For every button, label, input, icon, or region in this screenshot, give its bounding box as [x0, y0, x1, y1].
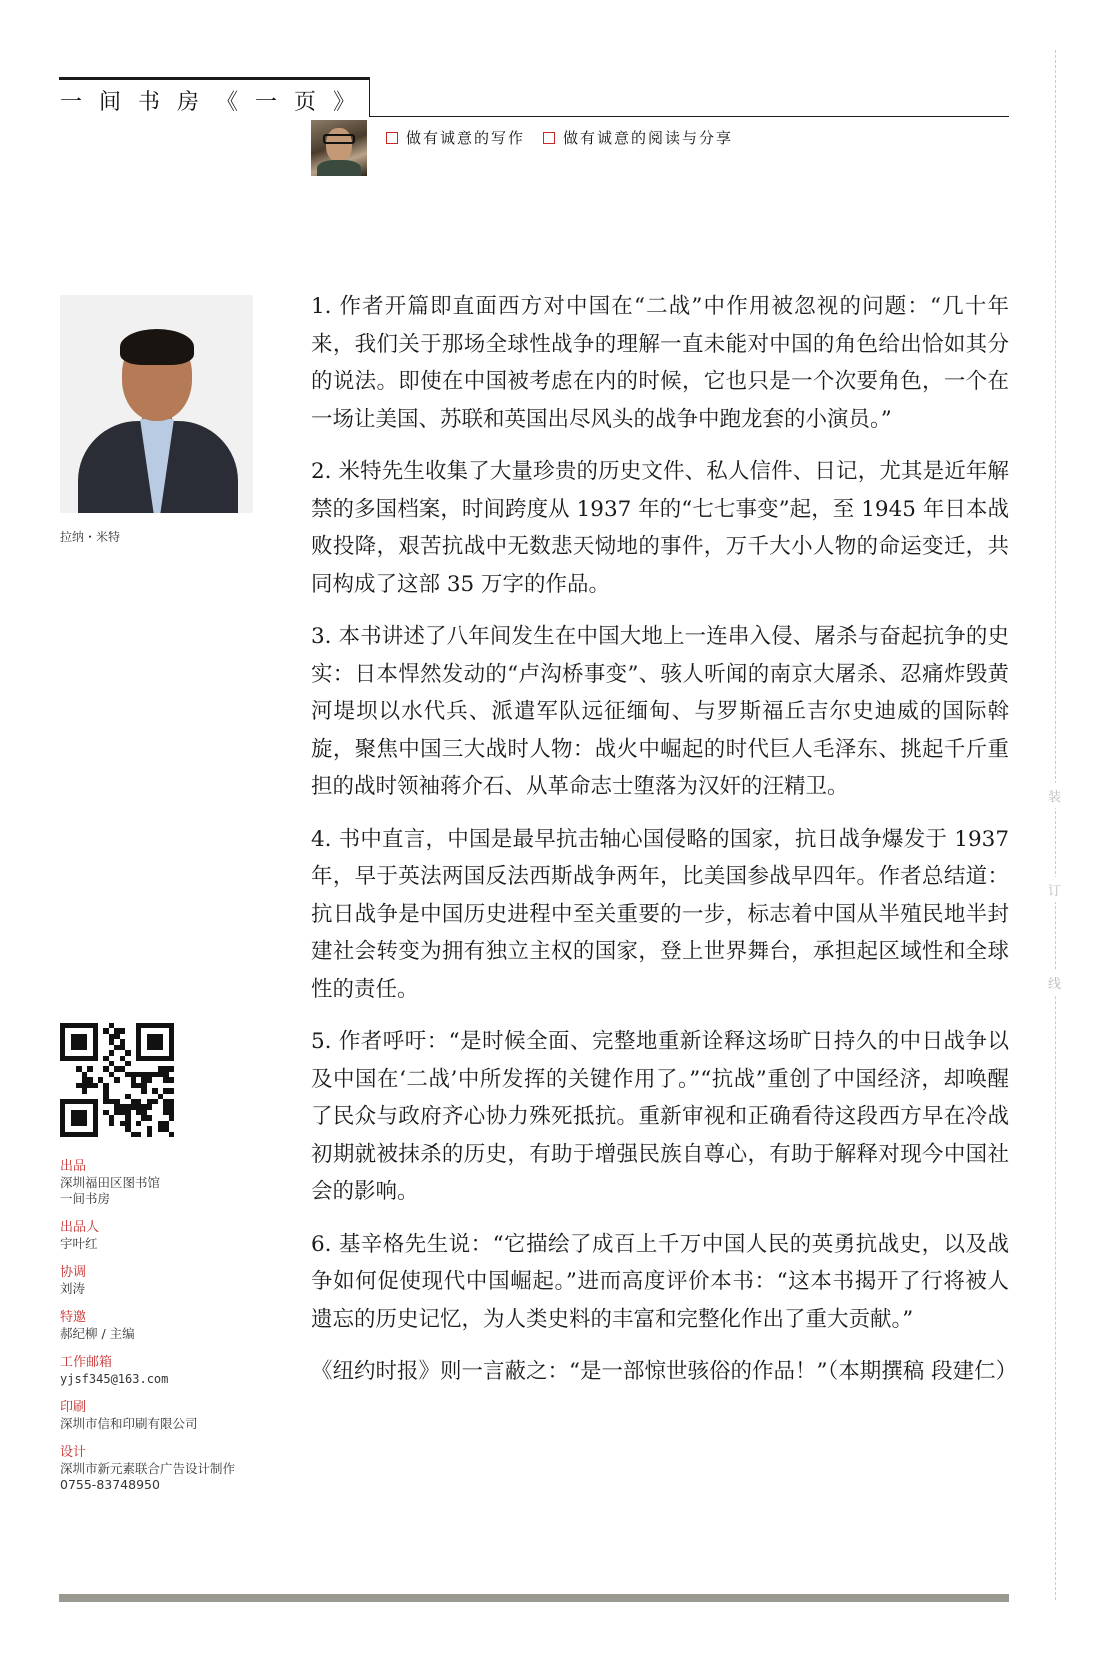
binding-dashed-line [1055, 50, 1056, 1600]
checkbox-square-icon [543, 132, 555, 144]
header-rule-right [369, 116, 1009, 117]
credit-value: 深圳市新元素联合广告设计制作 [60, 1461, 236, 1476]
brand-title: 一间书房《一页》 [60, 90, 373, 115]
motto-reading: 做有诚意的阅读与分享 [563, 129, 734, 147]
footer-bar [59, 1594, 1009, 1602]
motto [386, 127, 733, 148]
credit-label: 出品 [60, 1159, 87, 1174]
credit-value: 宇叶红 [60, 1236, 98, 1251]
credit-coordinator [60, 1264, 290, 1297]
phone-number: 0755-83748950 [60, 1477, 160, 1492]
credits [60, 1158, 290, 1505]
credit-value: 一间书房 [60, 1191, 111, 1206]
credit-email [60, 1354, 290, 1387]
author-photo [60, 295, 253, 513]
motto-writing: 做有诚意的写作 [406, 129, 526, 147]
credit-label: 印刷 [60, 1400, 87, 1415]
credit-label: 工作邮箱 [60, 1355, 113, 1370]
paragraph-6: 6. 基辛格先生说：“它描绘了成百上千万中国人民的英勇抗战史，以及战争如何促使现代中国崛起。”进而高度评价本书：“这本书揭开了行将被人遗忘的历史记忆，为人类史料的丰富和完整化作出了重大贡献。” [311, 1231, 1009, 1332]
binding-mark: 订 [1048, 877, 1061, 902]
credit-value: 郝纪柳 / 主编 [60, 1326, 135, 1341]
author-caption: 拉纳・米特 [60, 530, 121, 544]
credit-publisher [60, 1219, 290, 1252]
checkbox-square-icon [386, 132, 398, 144]
paragraph-1: 1. 作者开篇即直面西方对中国在“二战”中作用被忽视的问题：“几十年来，我们关于那场全球性战争的理解一直未能对中国的角色给出恰如其分的说法。即使在中国被考虑在内的时候，它也只是一个次要角色，一个在一场让美国、苏联和英国出尽风头的战争中跑龙套的小演员。” [311, 294, 1009, 432]
editor-avatar [311, 120, 367, 176]
qr-code [60, 1023, 174, 1137]
binding-mark: 装 [1048, 783, 1061, 808]
paragraph-4: 4. 书中直言，中国是最早抗击轴心国侵略的国家，抗日战争爆发于 1937 年，早于英法两国反法西斯战争两年，比美国参战早四年。作者总结道：抗日战争是中国历史进程中至关重要的一步，标志着中国从半殖民地半封建社会转变为拥有独立主权的国家，登上世界舞台，承担起区域性和全球性的责任。 [311, 826, 1009, 1002]
credit-value: 刘涛 [60, 1281, 86, 1296]
credit-value: 深圳福田区图书馆 [60, 1175, 161, 1190]
article-body [311, 288, 1018, 1406]
header-rule-top [59, 77, 370, 80]
credit-printing [60, 1399, 290, 1432]
credit-label: 设计 [60, 1445, 87, 1460]
paragraph-2: 2. 米特先生收集了大量珍贵的历史文件、私人信件、日记，尤其是近年解禁的多国档案，时间跨度从 1937 年的“七七事变”起，至 1945 年日本战败投降，艰苦抗战中无数悲天恸地的事件，万千大小人物的命运变迁，共同构成了这部 35 万字的作品。 [311, 459, 1009, 597]
credit-label: 协调 [60, 1265, 87, 1280]
binding-mark: 线 [1048, 970, 1061, 995]
email-address: yjsf345@163.com [60, 1372, 169, 1386]
credit-design [60, 1444, 290, 1493]
paragraph-5: 5. 作者呼吁：“是时候全面、完整地重新诠释这场旷日持久的中日战争以及中国在‘二战’中所发挥的关键作用了。”“抗战”重创了中国经济，却唤醒了民众与政府齐心协力殊死抵抗。重新审视和正确看待这段西方早在冷战初期就被抹杀的历史，有助于增强民族自尊心，有助于解释对现今中国社会的影响。 [311, 1029, 1009, 1204]
credit-invited [60, 1309, 290, 1342]
paragraph-closing: 《纽约时报》则一言蔽之：“是一部惊世骇俗的作品！”（本期撰稿 段建仁） [311, 1359, 1018, 1384]
credit-label: 出品人 [60, 1220, 100, 1235]
credit-producer [60, 1158, 290, 1207]
credit-value: 深圳市信和印刷有限公司 [60, 1416, 198, 1431]
paragraph-3: 3. 本书讲述了八年间发生在中国大地上一连串入侵、屠杀与奋起抗争的史实：日本悍然发动的“卢沟桥事变”、骇人听闻的南京大屠杀、忍痛炸毁黄河堤坝以水代兵、派遣军队远征缅甸、与罗斯福丘吉尔史迪威的国际斡旋，聚焦中国三大战时人物：战火中崛起的时代巨人毛泽东、挑起千斤重担的战时领袖蒋介石、从革命志士堕落为汉奸的汪精卫。 [311, 624, 1009, 799]
credit-label: 特邀 [60, 1310, 87, 1325]
